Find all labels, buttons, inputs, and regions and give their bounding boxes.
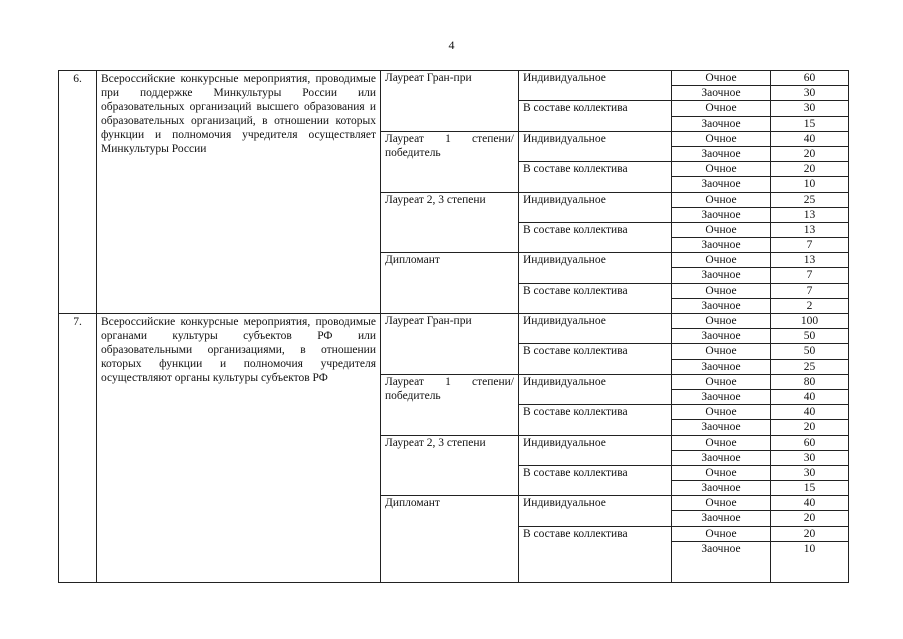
participation-mode: Очное xyxy=(672,435,771,450)
points-value: 7 xyxy=(771,283,849,298)
points-value: 80 xyxy=(771,374,849,389)
points-value: 60 xyxy=(771,71,849,86)
participation-mode: Заочное xyxy=(672,541,771,582)
section-description: Всероссийские конкурсные мероприятия, проводимые органами культуры субъектов РФ или образовательными организациями, в отношении которых функции и полномочия учредителя осуществляют органы культуры субъектов РФ xyxy=(97,314,381,583)
page-number: 4 xyxy=(448,38,455,52)
award-level: Лауреат 1 степени/ победитель xyxy=(381,131,519,192)
points-table xyxy=(58,70,849,583)
points-value: 50 xyxy=(771,344,849,359)
participation-mode: Очное xyxy=(672,192,771,207)
points-value: 15 xyxy=(771,481,849,496)
participation-mode: Очное xyxy=(672,101,771,116)
points-value: 20 xyxy=(771,511,849,526)
award-level: Лауреат 1 степени/ победитель xyxy=(381,374,519,435)
participation-mode: Заочное xyxy=(672,329,771,344)
points-value: 30 xyxy=(771,101,849,116)
participation-type: Индивидуальное xyxy=(519,374,672,404)
points-value: 30 xyxy=(771,86,849,101)
participation-type: В составе коллектива xyxy=(519,101,672,131)
points-value: 20 xyxy=(771,146,849,161)
points-value: 40 xyxy=(771,389,849,404)
points-value: 20 xyxy=(771,526,849,541)
points-value: 7 xyxy=(771,238,849,253)
participation-mode: Очное xyxy=(672,526,771,541)
participation-type: В составе коллектива xyxy=(519,526,672,582)
section-number: 6. xyxy=(59,71,97,314)
participation-mode: Заочное xyxy=(672,146,771,161)
participation-type: В составе коллектива xyxy=(519,222,672,252)
participation-mode: Очное xyxy=(672,465,771,480)
participation-type: Индивидуальное xyxy=(519,496,672,526)
points-value: 13 xyxy=(771,207,849,222)
participation-mode: Очное xyxy=(672,131,771,146)
participation-mode: Очное xyxy=(672,314,771,329)
award-level: Лауреат Гран-при xyxy=(381,314,519,375)
points-value: 30 xyxy=(771,465,849,480)
points-value: 50 xyxy=(771,329,849,344)
participation-mode: Очное xyxy=(672,405,771,420)
award-level: Дипломант xyxy=(381,253,519,314)
points-value: 30 xyxy=(771,450,849,465)
participation-mode: Заочное xyxy=(672,238,771,253)
points-value: 40 xyxy=(771,405,849,420)
participation-mode: Заочное xyxy=(672,359,771,374)
participation-mode: Заочное xyxy=(672,116,771,131)
participation-mode: Заочное xyxy=(672,511,771,526)
points-value: 10 xyxy=(771,541,849,582)
participation-type: В составе коллектива xyxy=(519,344,672,374)
points-value: 40 xyxy=(771,496,849,511)
participation-mode: Очное xyxy=(672,71,771,86)
points-value: 25 xyxy=(771,359,849,374)
table-body xyxy=(59,71,849,583)
participation-mode: Заочное xyxy=(672,177,771,192)
table-row xyxy=(59,71,849,86)
participation-mode: Очное xyxy=(672,283,771,298)
participation-type: Индивидуальное xyxy=(519,131,672,161)
participation-type: Индивидуальное xyxy=(519,435,672,465)
points-value: 13 xyxy=(771,222,849,237)
points-value: 15 xyxy=(771,116,849,131)
participation-mode: Очное xyxy=(672,162,771,177)
points-value: 100 xyxy=(771,314,849,329)
participation-type: Индивидуальное xyxy=(519,253,672,283)
participation-type: Индивидуальное xyxy=(519,192,672,222)
award-level: Лауреат 2, 3 степени xyxy=(381,192,519,253)
participation-mode: Заочное xyxy=(672,420,771,435)
participation-type: В составе коллектива xyxy=(519,465,672,495)
award-level: Лауреат Гран-при xyxy=(381,71,519,132)
participation-mode: Очное xyxy=(672,222,771,237)
participation-type: В составе коллектива xyxy=(519,283,672,313)
participation-mode: Заочное xyxy=(672,389,771,404)
participation-mode: Очное xyxy=(672,496,771,511)
participation-mode: Заочное xyxy=(672,268,771,283)
participation-type: В составе коллектива xyxy=(519,405,672,435)
points-value: 60 xyxy=(771,435,849,450)
participation-mode: Очное xyxy=(672,374,771,389)
participation-type: В составе коллектива xyxy=(519,162,672,192)
participation-type: Индивидуальное xyxy=(519,71,672,101)
table-row xyxy=(59,314,849,329)
award-level: Дипломант xyxy=(381,496,519,583)
participation-mode: Заочное xyxy=(672,298,771,313)
participation-type: Индивидуальное xyxy=(519,314,672,344)
participation-mode: Очное xyxy=(672,253,771,268)
participation-mode: Заочное xyxy=(672,450,771,465)
participation-mode: Очное xyxy=(672,344,771,359)
points-value: 40 xyxy=(771,131,849,146)
section-number: 7. xyxy=(59,314,97,583)
section-description: Всероссийские конкурсные мероприятия, проводимые при поддержке Минкультуры России или образовательных организаций высшего образования и образовательных организаций, в отношении которых функции и полномочия учредителя осуществляет Минкультуры России xyxy=(97,71,381,314)
participation-mode: Заочное xyxy=(672,481,771,496)
points-value: 13 xyxy=(771,253,849,268)
points-value: 7 xyxy=(771,268,849,283)
award-level: Лауреат 2, 3 степени xyxy=(381,435,519,496)
points-value: 25 xyxy=(771,192,849,207)
points-value: 10 xyxy=(771,177,849,192)
participation-mode: Заочное xyxy=(672,86,771,101)
points-value: 2 xyxy=(771,298,849,313)
points-value: 20 xyxy=(771,420,849,435)
participation-mode: Заочное xyxy=(672,207,771,222)
points-value: 20 xyxy=(771,162,849,177)
